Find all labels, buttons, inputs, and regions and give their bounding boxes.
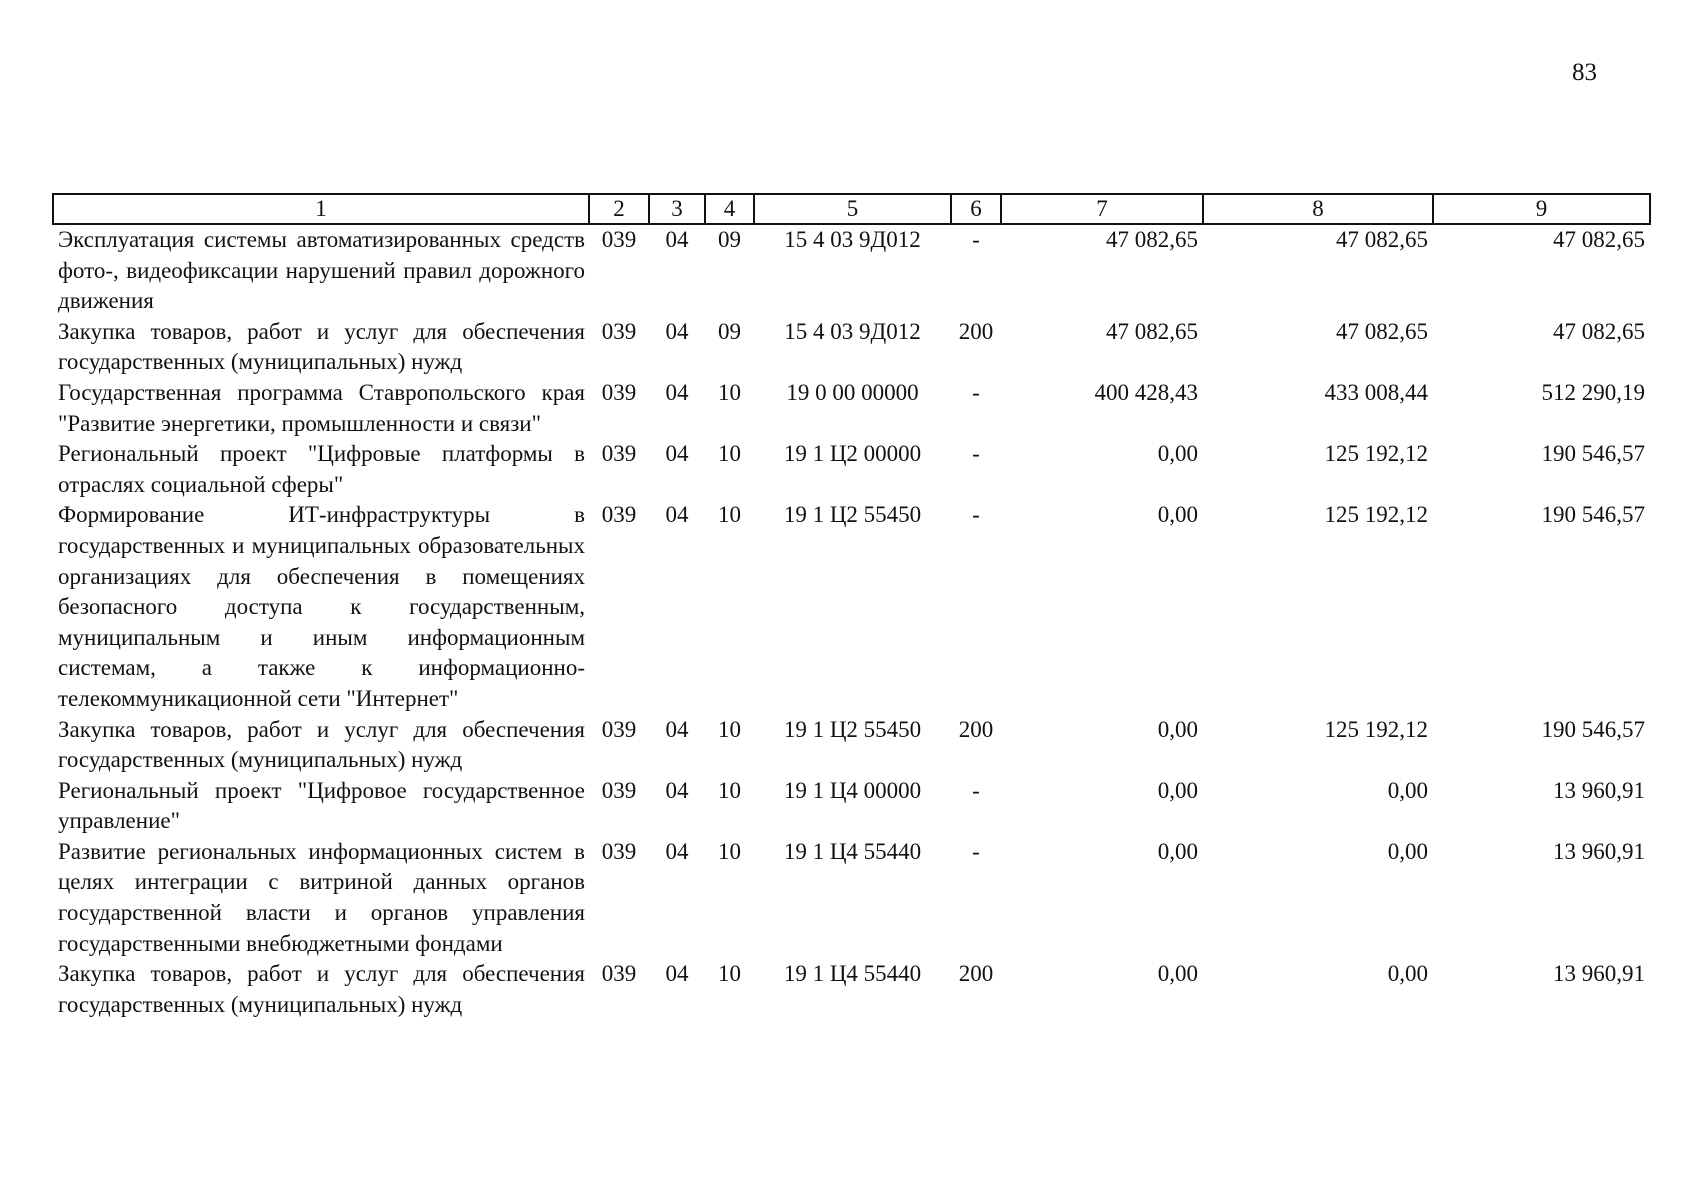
row-amount-cell: 400 428,43: [1094, 379, 1198, 405]
table-body: [53, 224, 1650, 1020]
row-section-cell: 04: [665, 777, 689, 803]
row-code-cell: 039: [601, 716, 637, 742]
row-amount-cell: 512 290,19: [1541, 379, 1645, 405]
row-amount-cell: 125 192,12: [1324, 441, 1428, 467]
table-row: [53, 837, 1650, 959]
page-number: 83: [1572, 59, 1597, 86]
column-header: 4: [705, 194, 754, 224]
column-header: 5: [754, 194, 951, 224]
table-row: [53, 378, 1650, 439]
row-code-cell: 039: [601, 502, 637, 528]
row-amount-cell: 0,00: [1157, 838, 1198, 864]
row-expense-type-cell: -: [972, 441, 980, 467]
table-row: [53, 715, 1650, 776]
row-subsection-cell: 10: [718, 379, 741, 405]
row-section-cell: 04: [665, 379, 689, 405]
row-amount-cell: 0,00: [1157, 961, 1198, 987]
column-header: 6: [951, 194, 1001, 224]
row-amount-cell: 0,00: [1157, 441, 1198, 467]
row-expense-type-cell: -: [972, 227, 980, 252]
row-subsection-cell: 10: [718, 502, 741, 528]
table-row: [53, 500, 1650, 714]
row-expense-type-cell: -: [972, 379, 980, 405]
row-amount-cell: 190 546,57: [1541, 716, 1645, 742]
row-name-cell: Закупка товаров, работ и услуг для обеспечения государственных (муниципальных) нужд: [58, 318, 585, 375]
row-name-cell: Формирование ИТ-инфраструктуры в государственных и муниципальных образовательных организациях для обеспечения в помещениях безопасного доступа к государственным, муниципальным и иным информационным системам, а также к информационно-телекоммуникационной сети "Интернет": [58, 502, 585, 711]
row-expense-type-cell: 200: [958, 961, 994, 987]
row-section-cell: 04: [665, 961, 689, 987]
row-subsection-cell: 09: [718, 227, 741, 252]
row-section-cell: 04: [665, 227, 689, 252]
row-target-article-cell: 15 4 03 9Д012: [784, 318, 921, 344]
row-name-cell: Закупка товаров, работ и услуг для обеспечения государственных (муниципальных) нужд: [58, 961, 585, 1017]
row-section-cell: 04: [665, 318, 689, 344]
column-header: 8: [1203, 194, 1433, 224]
row-code-cell: 039: [601, 961, 637, 987]
row-amount-cell: 13 960,91: [1553, 838, 1645, 864]
row-subsection-cell: 10: [718, 777, 741, 803]
row-target-article-cell: 19 1 Ц2 55450: [783, 502, 922, 528]
row-amount-cell: 0,00: [1157, 777, 1198, 803]
table-row: [53, 317, 1650, 378]
row-code-cell: 039: [601, 379, 637, 405]
row-code-cell: 039: [601, 318, 637, 344]
column-header: 1: [53, 194, 589, 224]
row-expense-type-cell: -: [972, 838, 980, 864]
row-amount-cell: 47 082,65: [1106, 318, 1198, 344]
column-header: 3: [649, 194, 705, 224]
row-section-cell: 04: [665, 716, 689, 742]
row-amount-cell: 0,00: [1387, 961, 1428, 987]
row-target-article-cell: 19 1 Ц4 00000: [783, 777, 922, 803]
row-amount-cell: 125 192,12: [1324, 502, 1428, 528]
row-subsection-cell: 10: [718, 716, 741, 742]
row-expense-type-cell: 200: [958, 318, 994, 344]
row-name-cell: Закупка товаров, работ и услуг для обеспечения государственных (муниципальных) нужд: [58, 716, 585, 773]
row-name-cell: Эксплуатация системы автоматизированных средств фото-, видеофиксации нарушений правил дорожного движения: [58, 227, 585, 314]
row-name-cell: Региональный проект "Цифровые платформы в отраслях социальной сферы": [58, 441, 585, 497]
row-amount-cell: 0,00: [1387, 777, 1428, 803]
row-section-cell: 04: [665, 441, 689, 467]
table-row: [53, 776, 1650, 837]
row-amount-cell: 13 960,91: [1553, 777, 1645, 803]
table-row: [53, 224, 1650, 317]
column-header: 7: [1001, 194, 1203, 224]
row-amount-cell: 0,00: [1387, 838, 1428, 864]
row-amount-cell: 433 008,44: [1324, 379, 1428, 405]
row-subsection-cell: 10: [718, 838, 741, 864]
row-subsection-cell: 09: [718, 318, 741, 344]
row-section-cell: 04: [665, 502, 689, 528]
row-target-article-cell: 19 1 Ц2 55450: [783, 716, 922, 742]
row-amount-cell: 0,00: [1157, 502, 1198, 528]
row-target-article-cell: 19 1 Ц4 55440: [783, 838, 922, 864]
row-name-cell: Региональный проект "Цифровое государственное управление": [58, 777, 585, 834]
table-row: [53, 439, 1650, 500]
row-code-cell: 039: [601, 777, 637, 803]
row-target-article-cell: 19 0 00 00000: [786, 379, 919, 405]
row-code-cell: 039: [601, 838, 637, 864]
column-header: 9: [1433, 194, 1650, 224]
row-amount-cell: 47 082,65: [1553, 318, 1645, 344]
row-target-article-cell: 19 1 Ц4 55440: [783, 961, 922, 987]
budget-table: [52, 193, 1651, 1020]
row-amount-cell: 125 192,12: [1324, 716, 1428, 742]
row-amount-cell: 47 082,65: [1553, 227, 1645, 252]
row-amount-cell: 190 546,57: [1541, 502, 1645, 528]
table-row: [53, 959, 1650, 1020]
row-amount-cell: 47 082,65: [1106, 227, 1198, 252]
column-header: 2: [589, 194, 649, 224]
row-amount-cell: 190 546,57: [1541, 441, 1645, 467]
row-amount-cell: 47 082,65: [1336, 318, 1428, 344]
row-expense-type-cell: 200: [958, 716, 994, 742]
row-expense-type-cell: -: [972, 502, 980, 528]
table-header: [53, 194, 1650, 224]
row-code-cell: 039: [601, 227, 637, 252]
header-row: [53, 194, 1650, 224]
row-expense-type-cell: -: [972, 777, 980, 803]
row-target-article-cell: 15 4 03 9Д012: [784, 227, 921, 252]
row-amount-cell: 13 960,91: [1553, 961, 1645, 987]
row-name-cell: Развитие региональных информационных систем в целях интеграции с витриной данных органов государственной власти и органов управления государственными внебюджетными фондами: [58, 838, 585, 956]
row-amount-cell: 47 082,65: [1336, 227, 1428, 252]
row-section-cell: 04: [665, 838, 689, 864]
row-amount-cell: 0,00: [1157, 716, 1198, 742]
row-target-article-cell: 19 1 Ц2 00000: [783, 441, 922, 467]
row-code-cell: 039: [601, 441, 637, 467]
row-subsection-cell: 10: [718, 961, 741, 987]
row-subsection-cell: 10: [718, 441, 741, 467]
row-name-cell: Государственная программа Ставропольского края "Развитие энергетики, промышленности и связи": [58, 379, 585, 436]
